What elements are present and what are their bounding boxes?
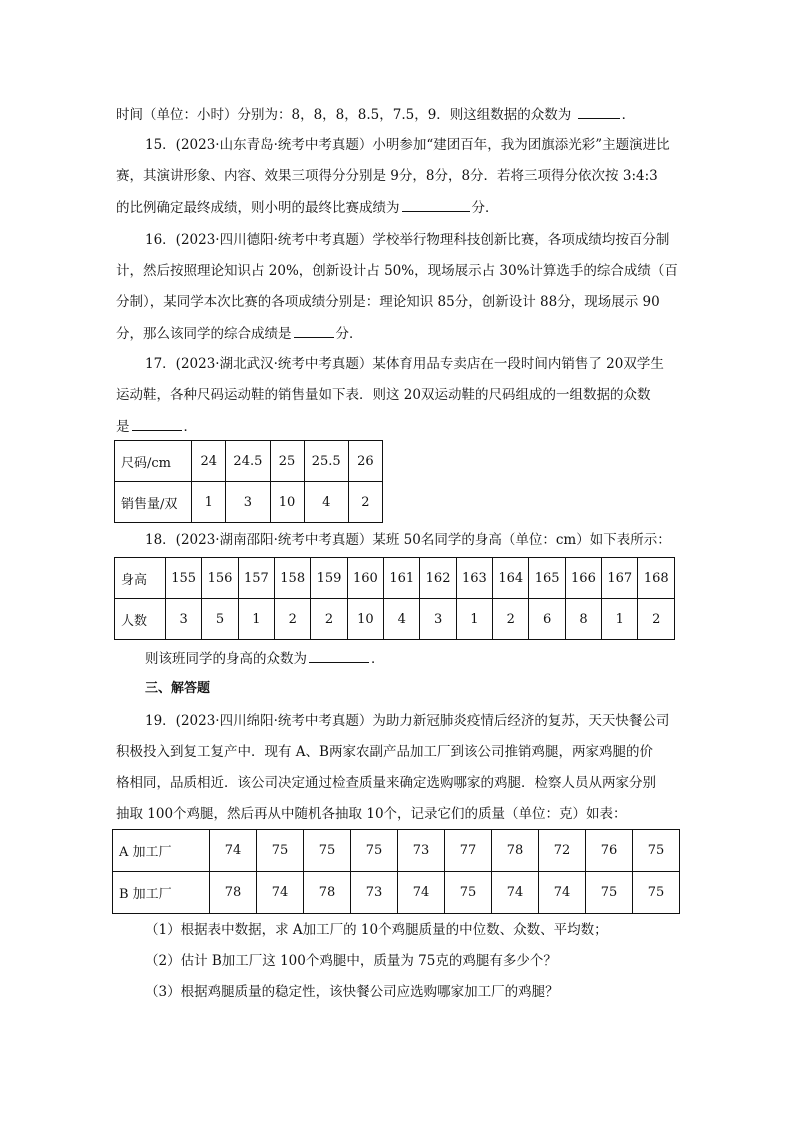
shoe-size-table: 尺码/cm 24 24.5 25 25.5 26 销售量/双 1 3 10 4 2 xyxy=(114,440,383,523)
text-line: 的比例确定最终成绩，则小明的最终比赛成绩为 分． xyxy=(116,197,499,218)
answer-blank xyxy=(132,416,182,431)
question-17: 17．(2023·湖北武汉·统考中考真题）某体育用品专卖店在一段时间内销售了 20双学生 xyxy=(145,356,664,372)
answer-blank xyxy=(294,323,334,338)
question-18: 18．(2023·湖南邵阳·统考中考真题）某班 50名同学的身高（单位：cm）如下表所示： xyxy=(145,532,671,548)
text-line: 格相同，品质相近．该公司决定通过检查质量来确定选购哪家的鸡腿．检察人员从两家分别 xyxy=(116,775,656,791)
text-line: 赛，其演讲形象、内容、效果三项得分分别是 9分，8分，8分．若将三项得分依次按 3:4:3 xyxy=(116,168,658,184)
sub-question: （3）根据鸡腿质量的稳定性，该快餐公司应选购哪家加工厂的鸡腿？ xyxy=(145,984,559,1000)
text-line: 计，然后按照理论知识占 20%，创新设计占 50%，现场展示占 30%计算选手的综合成绩（百 xyxy=(116,263,678,279)
text-line: 是 ． xyxy=(116,416,197,437)
text-line: 分，那么该同学的综合成绩是 分． xyxy=(116,323,363,344)
answer-blank xyxy=(309,648,369,663)
text-line: 运动鞋，各种尺码运动鞋的销售量如下表．则这 20双运动鞋的尺码组成的一组数据的众数 xyxy=(116,387,651,403)
question-16: 16．(2023·四川德阳·统考中考真题）学校举行物理科技创新比赛，各项成绩均按百分制 xyxy=(145,232,670,248)
chicken-leg-table: A 加工厂 74 75 75 75 73 77 78 72 76 75 B 加工厂 78 74 78 73 74 75 74 74 75 75 xyxy=(112,829,680,914)
sub-question: （1）根据表中数据，求 A加工厂的 10个鸡腿质量的中位数、众数、平均数； xyxy=(145,922,608,938)
text-line: 积极投入到复工复产中．现有 A、B两家农副产品加工厂到该公司推销鸡腿，两家鸡腿的价 xyxy=(116,744,653,760)
sub-question: （2）估计 B加工厂这 100个鸡腿中，质量为 75克的鸡腿有多少个？ xyxy=(145,953,557,969)
question-19: 19．(2023·四川绵阳·统考中考真题）为助力新冠肺炎疫情后经济的复苏，天天快餐公司 xyxy=(145,713,670,729)
answer-blank xyxy=(578,104,620,119)
section-heading: 三、解答题 xyxy=(145,681,211,696)
text-line: 时间（单位：小时）分别为：8，8，8，8.5，7.5，9．则这组数据的众数为 ． xyxy=(116,104,635,125)
height-table: 身高 155 156 157 158 159 160 161 162 163 164 165 166 167 168 人数 3 5 1 2 2 10 4 3 1 2 6 8 1 2 xyxy=(114,557,675,640)
text-line: 分制），某同学本次比赛的各项成绩分别是：理论知识 85分，创新设计 88分，现场展示 90 xyxy=(116,294,660,310)
text-line: 抽取 100个鸡腿，然后再从中随机各抽取 10个，记录它们的质量（单位：克）如表： xyxy=(116,806,627,822)
answer-blank xyxy=(402,197,470,212)
text-line: 则该班同学的身高的众数为 ． xyxy=(145,648,385,669)
question-15: 15．(2023·山东青岛·统考中考真题）小明参加“建团百年，我为团旗添光彩”主题演进比 xyxy=(145,137,670,153)
